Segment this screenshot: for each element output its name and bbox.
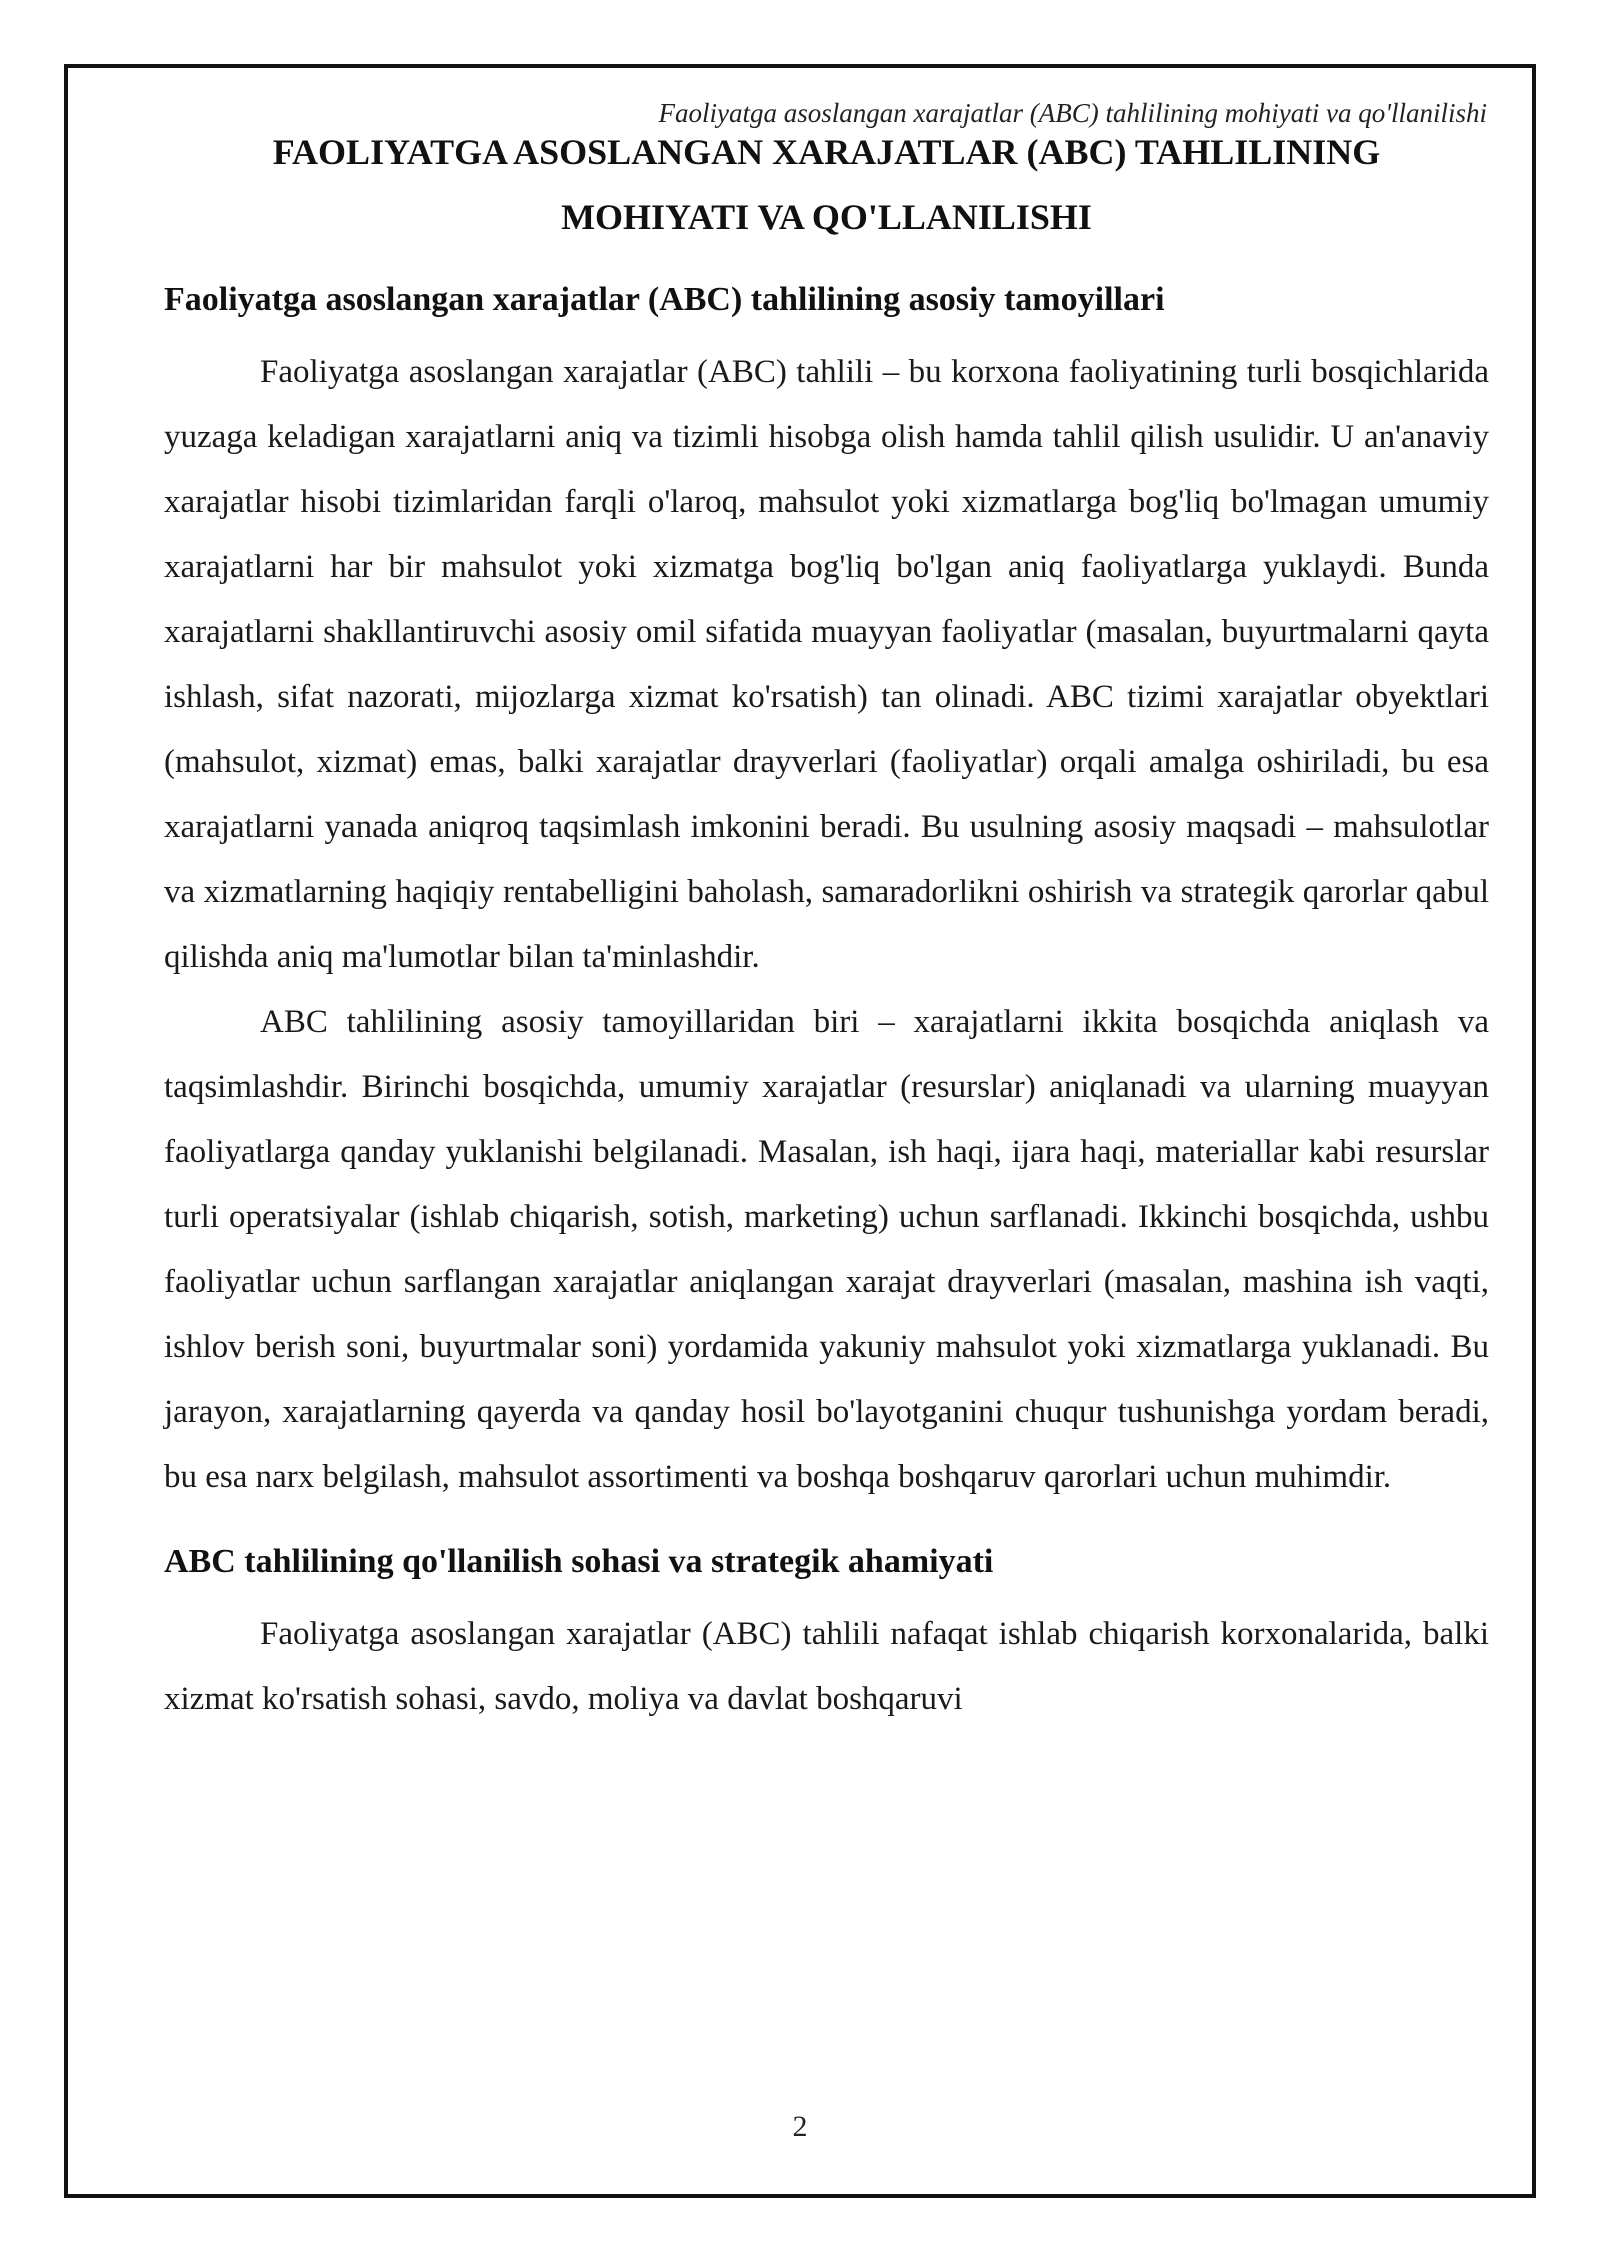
- section-heading-principles: Faoliyatga asoslangan xarajatlar (ABC) tahlilining asosiy tamoyillari: [164, 281, 1165, 318]
- document-body: [164, 120, 1489, 1732]
- paragraph: ABC tahlilining asosiy tamoyillaridan biri – xarajatlarni ikkita bosqichda aniqlash va taqsimlashdir. Birinchi bosqichda, umumiy xarajatlar (resurslar) aniqlanadi va ularning muayyan faoliyatlarga qanday yuklanishi belgilanadi. Masalan, ish haqi, ijara haqi, materiallar kabi resurslar turli operatsiyalar (ishlab chiqarish, sotish, marketing) uchun sarflanadi. Ikkinchi bosqichda, ushbu faoliyatlar uchun sarflangan xarajatlar aniqlangan xarajat drayverlari (masalan, mashina ish vaqti, ishlov berish soni, buyurtmalar soni) yordamida yakuniy mahsulot yoki xizmatlarga yuklanadi. Bu jarayon, xarajatlarning qayerda va qanday hosil bo'layotganini chuqur tushunishga yordam beradi, bu esa narx belgilash, mahsulot assortimenti va boshqa boshqaruv qarorlari uchun muhimdir.: [164, 1004, 1489, 1495]
- document-title-line-1: FAOLIYATGA ASOSLANGAN XARAJATLAR (ABC) TAHLILINING: [272, 132, 1381, 172]
- section-heading-application: ABC tahlilining qo'llanilish sohasi va strategik ahamiyati: [164, 1543, 994, 1580]
- paragraph: Faoliyatga asoslangan xarajatlar (ABC) tahlili nafaqat ishlab chiqarish korxonalarida, balki xizmat ko'rsatish sohasi, savdo, moliya va davlat boshqaruvi: [164, 1616, 1489, 1717]
- page-number: 2: [792, 2110, 808, 2143]
- document-title: [164, 120, 1489, 250]
- running-header: Faoliyatga asoslangan xarajatlar (ABC) tahlilining mohiyati va qo'llanilishi: [658, 98, 1487, 128]
- document-title-line-2: MOHIYATI VA QO'LLANILISHI: [561, 197, 1092, 237]
- paragraph: Faoliyatga asoslangan xarajatlar (ABC) tahlili – bu korxona faoliyatining turli bosqichlarida yuzaga keladigan xarajatlarni aniq va tizimli hisobga olish hamda tahlil qilish usulidir. U an'anaviy xarajatlar hisobi tizimlaridan farqli o'laroq, mahsulot yoki xizmatlarga bog'liq bo'lmagan umumiy xarajatlarni har bir mahsulot yoki xizmatga bog'liq bo'lgan aniq faoliyatlarga yuklaydi. Bunda xarajatlarni shakllantiruvchi asosiy omil sifatida muayyan faoliyatlar (masalan, buyurtmalarni qayta ishlash, sifat nazorati, mijozlarga xizmat ko'rsatish) tan olinadi. ABC tizimi xarajatlar obyektlari (mahsulot, xizmat) emas, balki xarajatlar drayverlari (faoliyatlar) orqali amalga oshiriladi, bu esa xarajatlarni yanada aniqroq taqsimlash imkonini beradi. Bu usulning asosiy maqsadi – mahsulotlar va xizmatlarning haqiqiy rentabelligini baholash, samaradorlikni oshirish va strategik qarorlar qabul qilishda aniq ma'lumotlar bilan ta'minlashdir.: [164, 354, 1489, 975]
